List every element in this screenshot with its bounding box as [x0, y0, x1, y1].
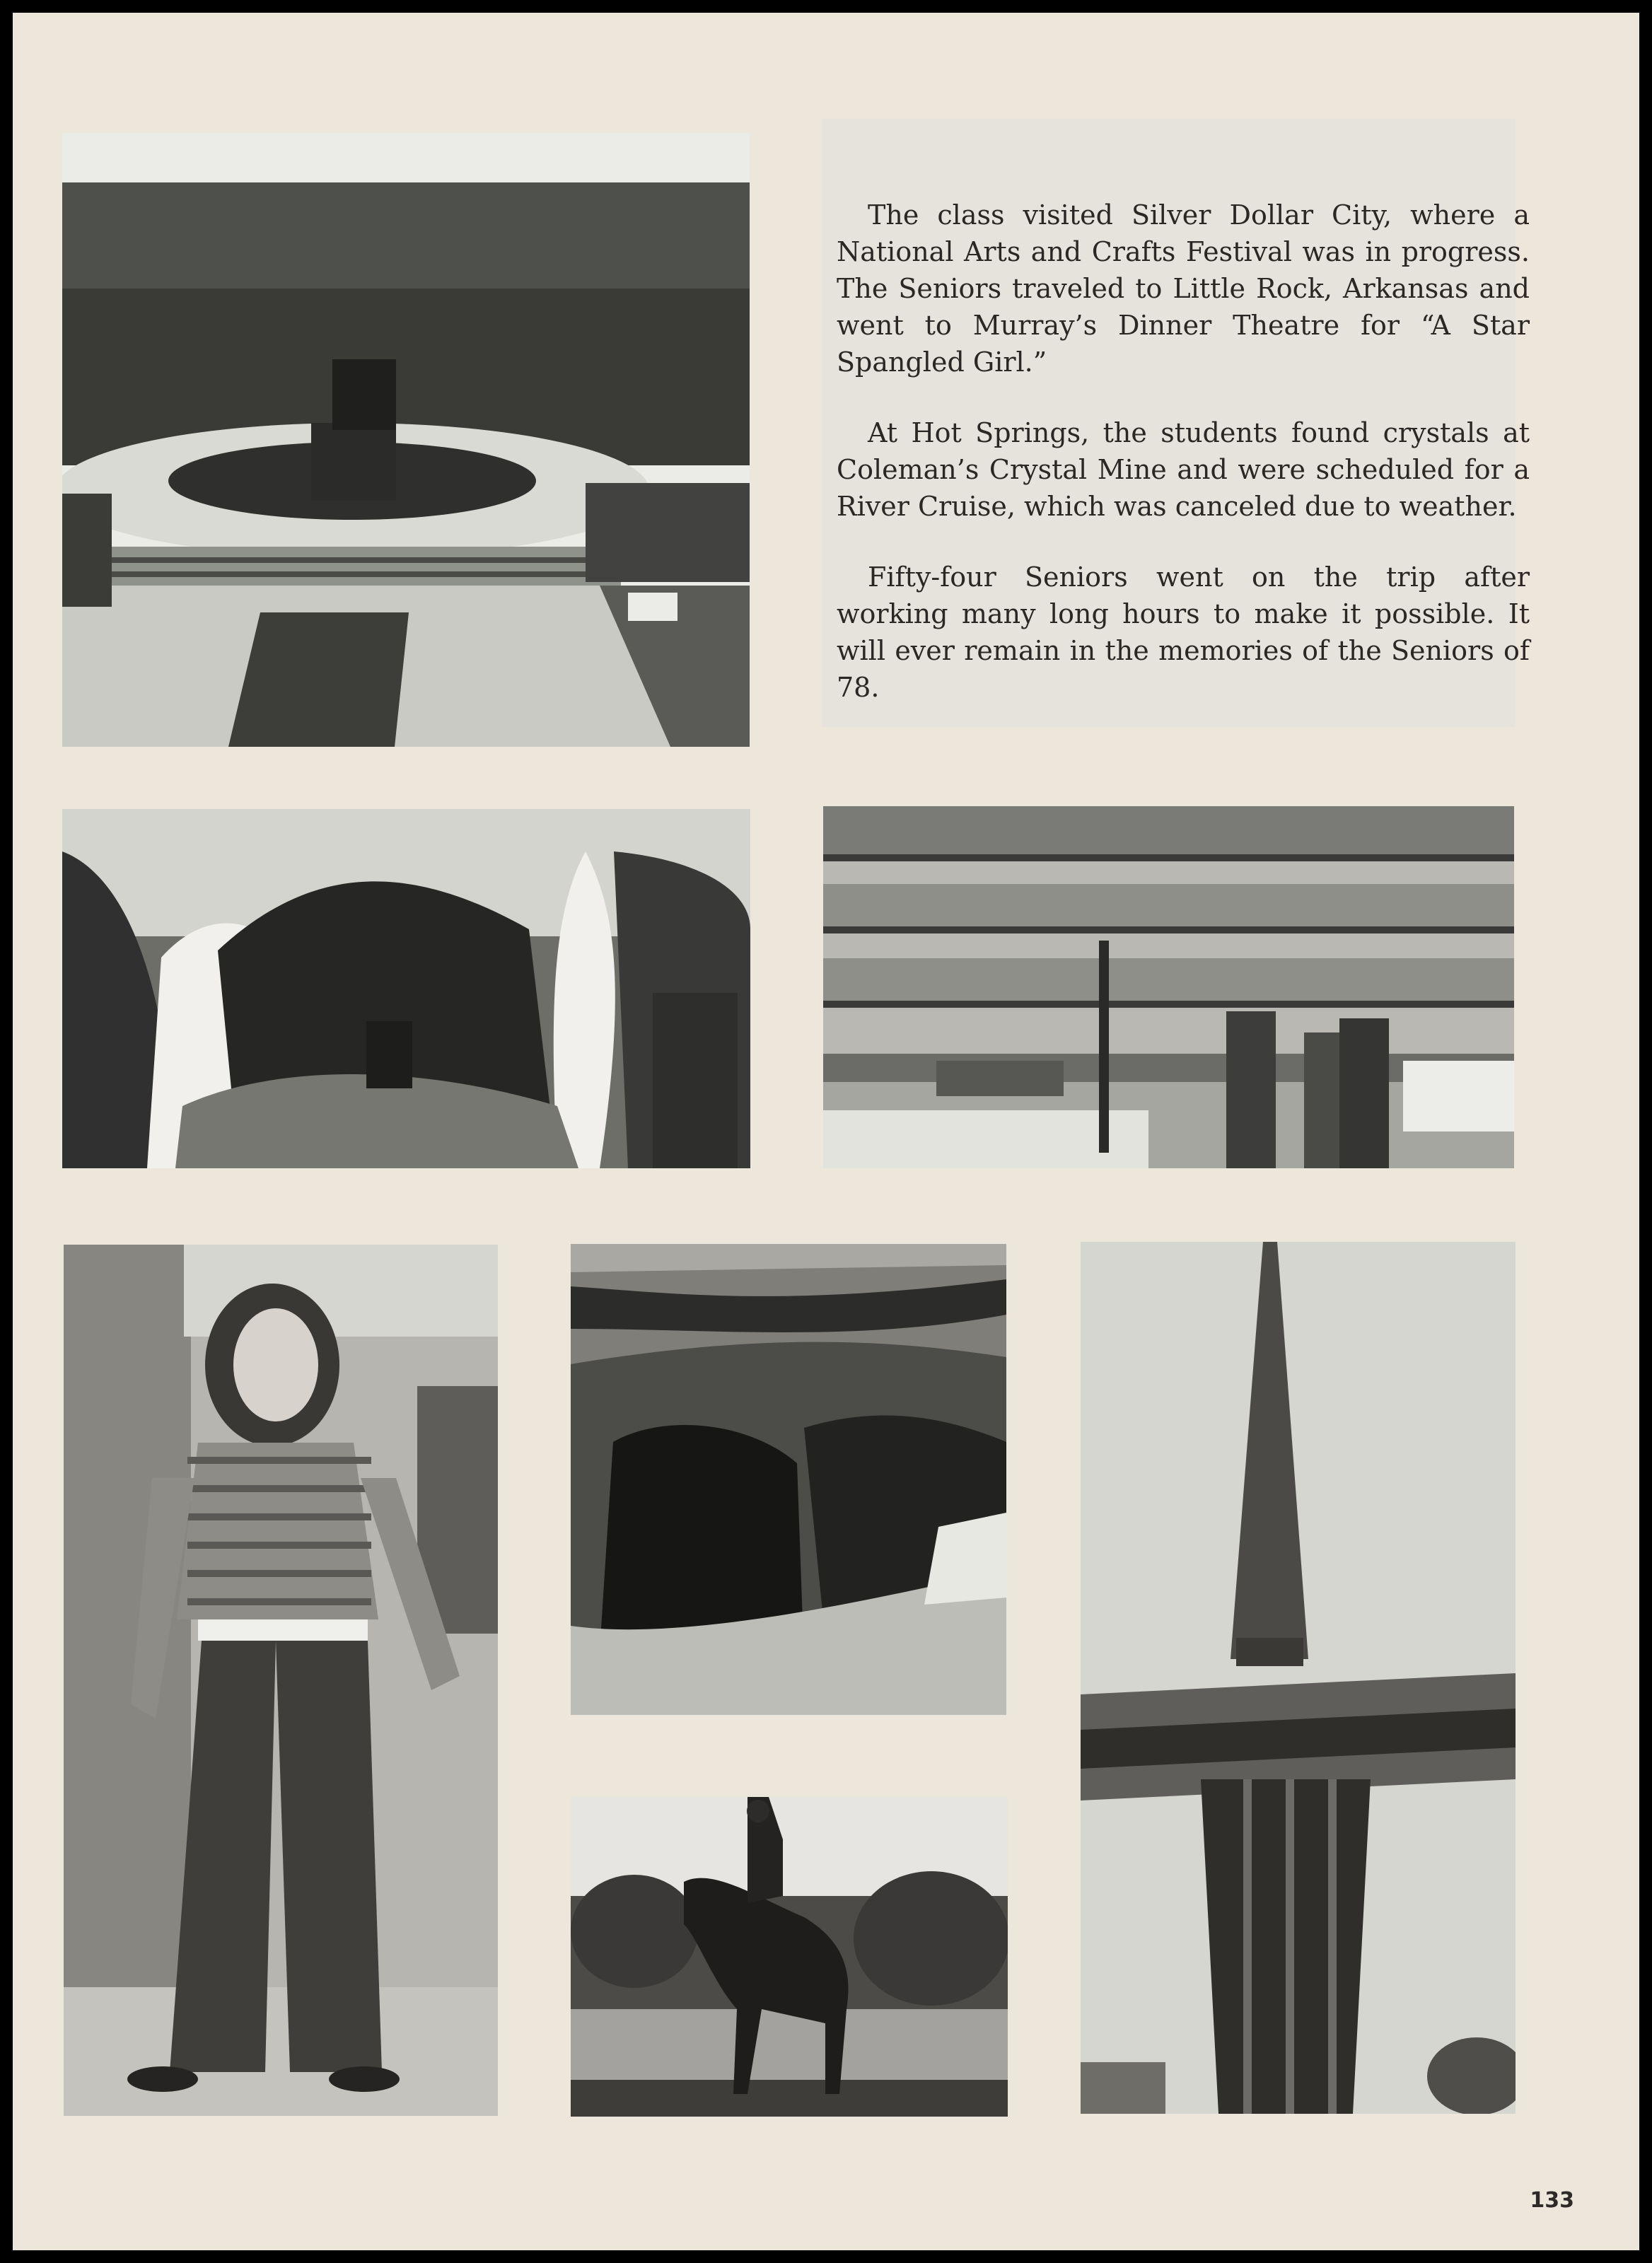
garden-memorial-image [62, 133, 750, 747]
cave-water-image [571, 1244, 1006, 1715]
yearbook-page [13, 13, 1639, 2250]
girl-portrait-image [64, 1245, 498, 2116]
article-paragraph-2: At Hot Springs, the students found crystals at Coleman’s Crystal Mine and were scheduled for a River Cruise, which was canceled due to weather. [837, 417, 1530, 522]
article-paragraph-1: The class visited Silver Dollar City, where a National Arts and Crafts Festival was in progress. The Seniors traveled to Little Rock, Arkansas and went to Murray’s Dinner Theatre for “A Star Spangled Girl.” [837, 199, 1530, 378]
article-paragraph-3: Fifty-four Seniors went on the trip after working many long hours to make it possible. It will ever remain in the memories of the Seniors of 78. [837, 562, 1530, 703]
waterfall-image [62, 809, 750, 1168]
photo-cave-water [571, 1244, 1006, 1715]
photo-garden-memorial [62, 133, 750, 747]
motel-image [823, 806, 1514, 1168]
article-text-panel [822, 119, 1530, 727]
photo-girl-portrait [64, 1245, 498, 2116]
tower-image [1081, 1242, 1516, 2114]
photo-tower [1081, 1242, 1516, 2114]
photo-horse-statue [571, 1797, 1008, 2117]
article-text [837, 197, 1530, 740]
photo-motel [823, 806, 1514, 1168]
photo-waterfall [62, 809, 750, 1168]
horse-statue-image [571, 1797, 1008, 2117]
page-number: 133 [1530, 2188, 1574, 2213]
